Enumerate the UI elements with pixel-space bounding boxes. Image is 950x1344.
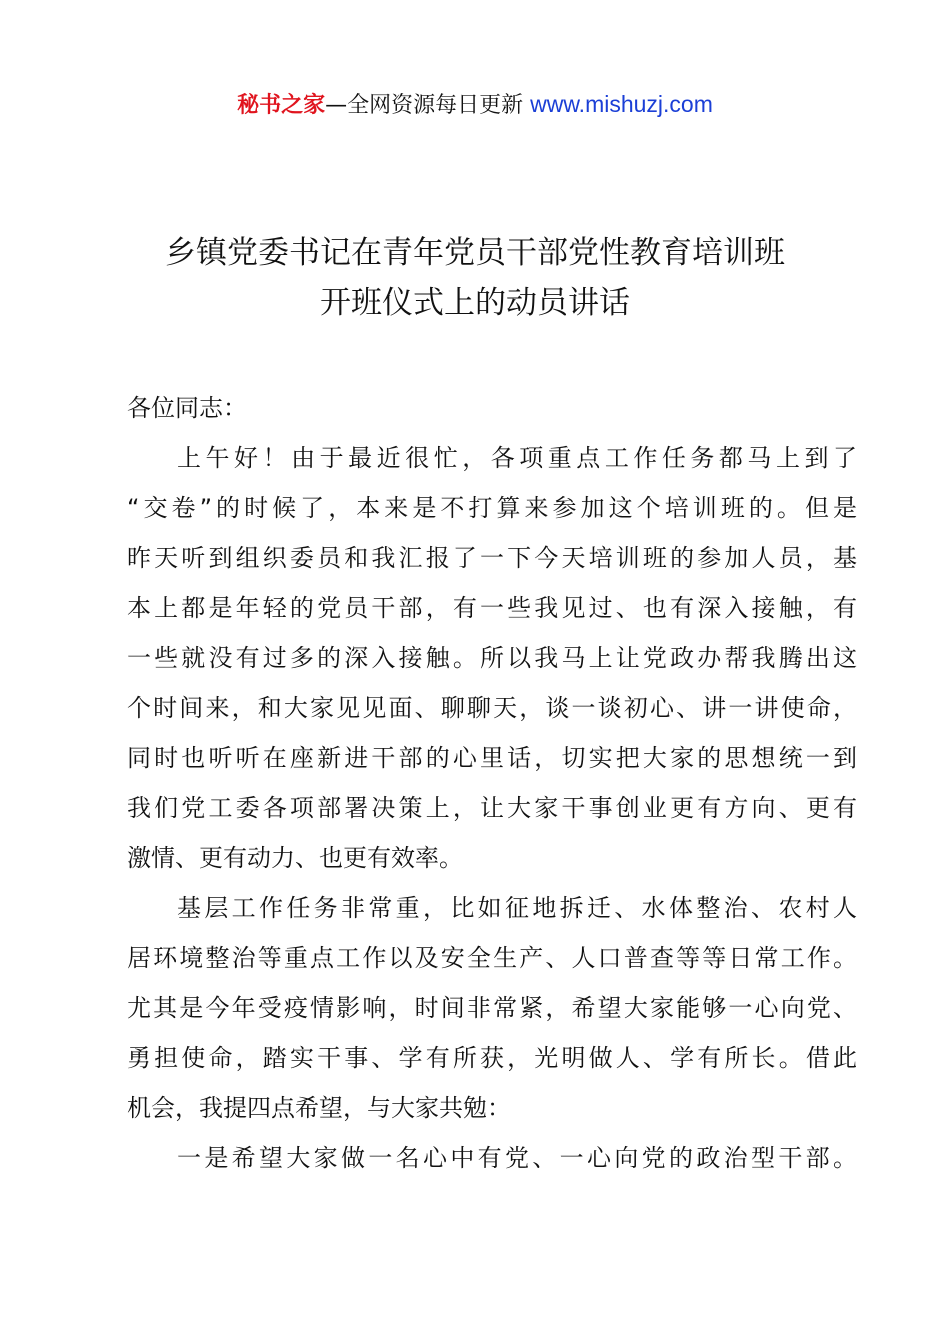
paragraph-line: 同时也听听在座新进干部的心里话，切实把大家的思想统一到 xyxy=(127,744,857,772)
paragraph-line: 我们党工委各项部署决策上，让大家干事创业更有方向、更有 xyxy=(127,794,857,822)
paragraph-line: 激情、更有动力、也更有效率。 xyxy=(127,844,463,872)
paragraph-line: 本上都是年轻的党员干部，有一些我见过、也有深入接触，有 xyxy=(127,594,857,622)
paragraph-line: 居环境整治等重点工作以及安全生产、人口普查等等日常工作。 xyxy=(127,944,857,972)
banner-tagline: —全网资源每日更新 xyxy=(325,93,531,118)
paragraph-line: 昨天听到组织委员和我汇报了一下今天培训班的参加人员，基 xyxy=(127,544,857,572)
salutation: 各位同志： xyxy=(127,394,247,422)
paragraph-line: 上午好！由于最近很忙，各项重点工作任务都马上到了 xyxy=(177,444,857,472)
site-url-link[interactable]: www.mishuzj.com xyxy=(530,91,713,117)
title-line: 乡镇党委书记在青年党员干部党性教育培训班 xyxy=(165,235,785,271)
document-title xyxy=(60,228,890,328)
paragraph-line: 勇担使命，踏实干事、学有所获，光明做人、学有所长。借此 xyxy=(127,1044,857,1072)
paragraph-line: “交卷”的时候了，本来是不打算来参加这个培训班的。但是 xyxy=(127,494,857,522)
paragraph-line: 尤其是今年受疫情影响，时间非常紧，希望大家能够一心向党、 xyxy=(127,994,857,1022)
paragraph-line: 个时间来，和大家见见面、聊聊天，谈一谈初心、讲一讲使命， xyxy=(127,694,857,722)
paragraph-line: 一是希望大家做一名心中有党、一心向党的政治型干部。 xyxy=(177,1144,857,1172)
paragraph-line: 基层工作任务非常重，比如征地拆迁、水体整治、农村人 xyxy=(177,894,857,922)
paragraph-line: 一些就没有过多的深入接触。所以我马上让党政办帮我腾出这 xyxy=(127,644,857,672)
site-banner xyxy=(0,88,950,122)
paragraph-line: 机会，我提四点希望，与大家共勉： xyxy=(127,1094,511,1122)
title-line: 开班仪式上的动员讲话 xyxy=(320,285,630,321)
brand-name: 秘书之家 xyxy=(237,93,326,118)
document-body xyxy=(127,383,857,1183)
